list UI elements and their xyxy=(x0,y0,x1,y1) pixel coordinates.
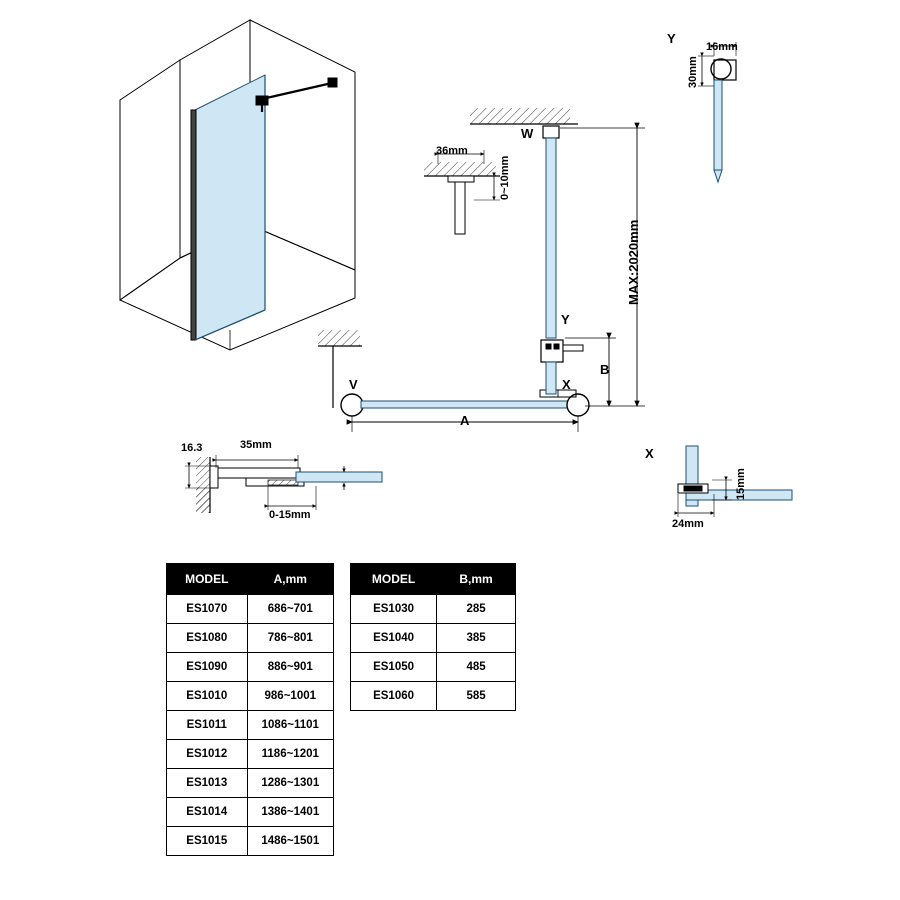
table-a-value-cell: 1486~1501 xyxy=(247,827,333,856)
elevation-view xyxy=(470,108,645,406)
callout-y-label: Y xyxy=(561,312,570,327)
table-a-model-cell: ES1013 xyxy=(167,769,248,798)
callout-w-label: W xyxy=(521,126,534,141)
table-b-value-cell: 285 xyxy=(437,595,516,624)
model-dimension-table-a xyxy=(166,563,334,856)
dim-a-label: A xyxy=(460,413,470,428)
table-b-model-cell: ES1030 xyxy=(351,595,437,624)
dim-wall-profile-depth-label: 35mm xyxy=(240,439,272,451)
dim-y-width-label: 16mm xyxy=(706,41,738,53)
table-b-header-b: B,mm xyxy=(437,564,516,595)
table-a-model-cell: ES1012 xyxy=(167,740,248,769)
table-b-header-row xyxy=(351,564,516,595)
table-a-model-cell: ES1080 xyxy=(167,624,248,653)
table-a-model-cell: ES1015 xyxy=(167,827,248,856)
table-row xyxy=(351,595,516,624)
table-b-model-cell: ES1050 xyxy=(351,653,437,682)
table-row xyxy=(167,711,334,740)
table-row xyxy=(167,827,334,856)
dim-wall-profile-height-label: 16.3 xyxy=(181,442,203,454)
table-row xyxy=(351,624,516,653)
model-dimension-table-b xyxy=(350,563,516,711)
detail-ceiling-bracket xyxy=(424,150,500,234)
table-a-model-cell: ES1070 xyxy=(167,595,248,624)
detail-y-profile xyxy=(698,42,736,182)
table-a-header-a: A,mm xyxy=(247,564,333,595)
dim-wall-adjust-label: 0-15mm xyxy=(269,509,311,521)
table-row xyxy=(351,682,516,711)
table-a-value-cell: 1086~1101 xyxy=(247,711,333,740)
callout-x-label: X xyxy=(562,377,571,392)
table-b-value-cell: 485 xyxy=(437,653,516,682)
table-row xyxy=(167,769,334,798)
table-b-model-cell: ES1060 xyxy=(351,682,437,711)
dim-max-height-label: MAX:2020mm xyxy=(626,219,641,305)
table-a-value-cell: 986~1001 xyxy=(247,682,333,711)
callout-x-detail-label: X xyxy=(645,446,654,461)
table-a-value-cell: 786~801 xyxy=(247,624,333,653)
table-row xyxy=(167,624,334,653)
table-row xyxy=(167,798,334,827)
table-row xyxy=(167,740,334,769)
table-a-model-cell: ES1010 xyxy=(167,682,248,711)
table-row xyxy=(167,653,334,682)
dim-ceiling-bracket-width-label: 36mm xyxy=(436,145,468,157)
table-b-value-cell: 385 xyxy=(437,624,516,653)
detail-wall-profile xyxy=(185,455,382,513)
callout-v-label: V xyxy=(349,377,358,392)
dim-x-width-label: 24mm xyxy=(672,518,704,530)
table-a-value-cell: 1286~1301 xyxy=(247,769,333,798)
table-a-value-cell: 1386~1401 xyxy=(247,798,333,827)
table-a-model-cell: ES1011 xyxy=(167,711,248,740)
table-b-model-cell: ES1040 xyxy=(351,624,437,653)
table-a-value-cell: 686~701 xyxy=(247,595,333,624)
dim-y-height-label: 30mm xyxy=(687,56,699,88)
table-a-value-cell: 1186~1201 xyxy=(247,740,333,769)
table-a-model-cell: ES1090 xyxy=(167,653,248,682)
table-b-value-cell: 585 xyxy=(437,682,516,711)
table-a-model-cell: ES1014 xyxy=(167,798,248,827)
dim-ceiling-adjust-label: 0~10mm xyxy=(499,155,511,200)
table-row xyxy=(167,595,334,624)
table-a-header-row xyxy=(167,564,334,595)
dim-x-height-label: 15mm xyxy=(735,468,747,500)
table-b-header-model: MODEL xyxy=(351,564,437,595)
dim-b-label: B xyxy=(600,362,610,377)
table-row xyxy=(351,653,516,682)
callout-y-detail-label: Y xyxy=(667,31,676,46)
table-a-header-model: MODEL xyxy=(167,564,248,595)
table-a-value-cell: 886~901 xyxy=(247,653,333,682)
table-row xyxy=(167,682,334,711)
isometric-view xyxy=(120,20,355,350)
